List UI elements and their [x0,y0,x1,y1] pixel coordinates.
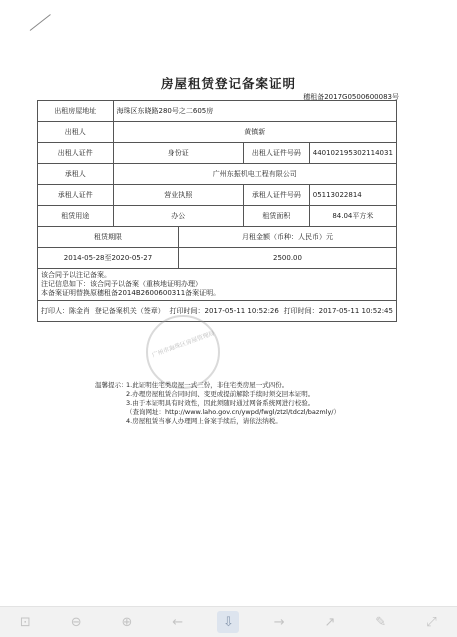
area-value: 84.04平方米 [309,206,396,227]
zoom-in-icon[interactable]: ⊕ [121,614,133,630]
rental-registration-form [37,100,397,322]
reprint-time: 打印时间：2017-05-11 10:52:45 [283,307,393,315]
lessee-row [38,164,397,185]
period-value-row [38,248,397,269]
previous-page-icon[interactable]: ← [172,614,184,630]
tip-item: （查询网址：http://www.laho.gov.cn/ywpd/fwgl/ztzl/tdczl/bazmly/） [126,408,340,416]
export-icon[interactable]: ⇩ [217,611,239,633]
lessee-id-row [38,185,397,206]
lessee-id-no-value: 05113022814 [309,185,396,206]
usage-label: 租赁用途 [38,206,114,227]
lessor-label: 出租人 [38,122,114,143]
lessee-id-type-label: 承租人证件 [38,185,114,206]
address-label: 出租房屋地址 [38,101,114,122]
note-line: 该合同予以注记备案。 [41,271,111,279]
viewer-toolbar [0,606,457,637]
area-label: 租赁面积 [243,206,309,227]
registration-number: 穗租备2017G0500600083号 [303,93,399,101]
rent-value: 2500.00 [178,248,396,269]
seal-text: 广州市海珠区房屋管理局 [151,329,216,360]
usage-value: 办公 [113,206,243,227]
scan-mark [30,14,51,31]
address-value: 海珠区东晓路280号之二605房 [113,101,397,122]
tips-label: 温馨提示： [95,381,128,389]
tip-item: 3.由于本证明具有时效性，因此须随时通过网备系统网进行校验。 [126,399,315,407]
lessee-id-type-value: 营业执照 [113,185,243,206]
lessor-id-row [38,143,397,164]
page-ratio-icon[interactable]: ⊡ [19,614,31,630]
lessee-value: 广州东振机电工程有限公司 [113,164,397,185]
tip-item: 1.此证明住宅类房屋一式三份，非住宅类房屋一式四份。 [126,381,289,389]
lessee-id-no-label: 承租人证件号码 [243,185,309,206]
lessor-row [38,122,397,143]
tip-item: 4.房屋租赁当事人办理网上备案手续后，请依法纳税。 [126,417,282,425]
usage-row [38,206,397,227]
registrar-label: 登记备案机关（签章） [94,307,165,315]
lessor-id-no-label: 出租人证件号码 [243,143,309,164]
next-page-icon[interactable]: → [273,614,285,630]
lessee-label: 承租人 [38,164,114,185]
zoom-out-icon[interactable]: ⊖ [70,614,82,630]
printer-name: 打印人：陈金肖 [41,307,90,315]
notes-cell [38,269,397,301]
note-line: 注记信息如下：该合同予以备案（重核地证明办理） [41,280,202,288]
period-value: 2014-05-28至2020-05-27 [38,248,179,269]
document-title: 房屋租赁登记备案证明 [160,76,296,91]
rent-label: 月租金额（币种：人民币）元 [178,227,396,248]
edit-icon[interactable]: ✎ [375,614,387,630]
lessor-id-no-value: 440102195302114031 [309,143,396,164]
note-line: 本备案证明替换原穗租备2014B2600600311备案证明。 [41,289,221,297]
lessor-value: 黄镇新 [113,122,397,143]
period-header-row [38,227,397,248]
signature-row [38,301,397,322]
tip-item: 2.办理房屋租赁合同时间、变更或提前解除手续时须交回本证明。 [126,390,315,398]
tips-section [95,381,340,426]
official-seal [146,315,220,389]
print-time: 打印时间：2017-05-11 10:52:26 [169,307,279,315]
period-label: 租赁期限 [38,227,179,248]
tips-list [95,381,340,426]
lessor-id-type-label: 出租人证件 [38,143,114,164]
lessor-id-type-value: 身份证 [113,143,243,164]
share-icon[interactable]: ↗ [324,614,336,630]
address-row [38,101,397,122]
notes-row [38,269,397,301]
fullscreen-icon[interactable]: ⤢ [426,614,437,630]
